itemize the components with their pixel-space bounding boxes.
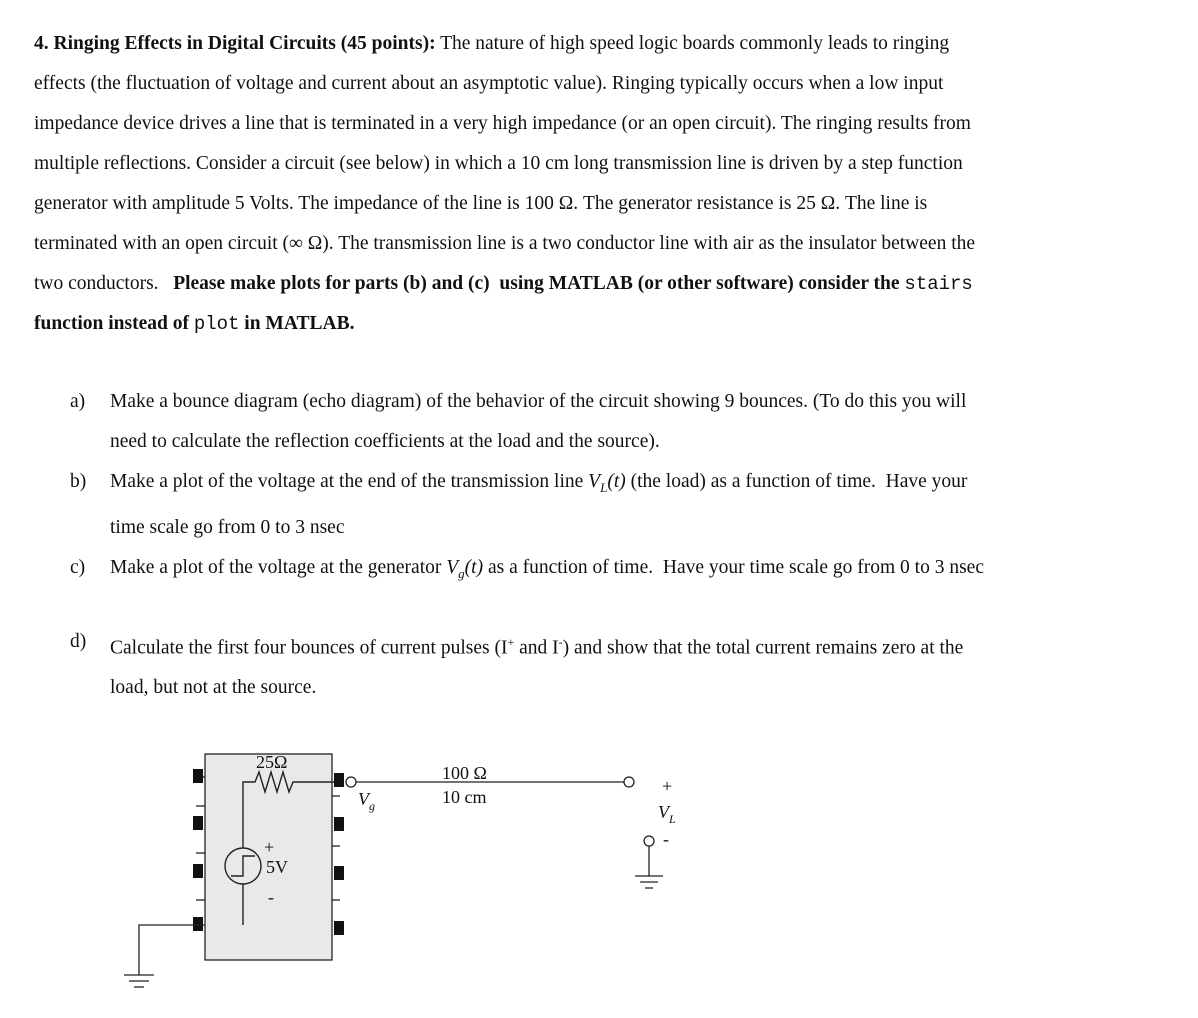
load-plus: + [662, 776, 673, 796]
line-length-label: 10 cm [442, 787, 487, 807]
problem-line-6: terminated with an open circuit (∞ Ω). The transmission line is a two conductor line with air as the insulator between the [34, 233, 976, 254]
part-c: c) Make a plot of the voltage at the generator $V_g(t)$ as a function of time. Have your time scale go from 0 to 3 nsec [70, 548, 1180, 594]
code-stairs: stairs [904, 273, 973, 295]
ground-symbol-load [635, 846, 663, 888]
left-pins [193, 769, 205, 931]
source-minus: - [268, 887, 274, 907]
part-d-label: d) [70, 630, 87, 652]
part-b-label: b) [70, 471, 87, 492]
load-minus: - [663, 829, 669, 849]
load-terminal-top [624, 777, 634, 787]
vl-label: $V_L$ [658, 802, 676, 826]
part-b: b) Make a plot of the voltage at the end of the transmission line $V_L(t)$ (the load) as a function of time. Have your time scale go from 0 to 3 nsec [70, 462, 1180, 548]
problem-line-2: effects (the fluctuation of voltage and current about an asymptotic value). Ringing typically occurs when a low input [34, 73, 944, 94]
vg-terminal [346, 777, 356, 787]
part-d: d) Calculate the first four bounces of current pulses (I+ and I-) and show that the total current remains zero at the load, but not at the source. [70, 622, 1180, 709]
part-c-label: c) [70, 556, 86, 578]
problem-line-5: generator with amplitude 5 Volts. The impedance of the line is 100 Ω. The generator resistance is 25 Ω. The line is [34, 193, 928, 214]
problem-line-8: function instead of plot in MATLAB. [34, 313, 355, 335]
right-pins [332, 773, 344, 935]
line-impedance-label: 100 Ω [442, 763, 487, 783]
ground-symbol-left [124, 925, 205, 987]
resistor-label: 25Ω [256, 752, 288, 772]
code-plot: plot [193, 313, 240, 335]
source-label: 5V [266, 857, 288, 877]
part-a-label: a) [70, 391, 86, 412]
problem-heading: 4. Ringing Effects in Digital Circuits (45 points): [34, 33, 436, 54]
vg-label: $V_g$ [358, 789, 375, 813]
problem-line-1: 4. Ringing Effects in Digital Circuits (45 points): The nature of high speed logic boards commonly leads to ringing [34, 33, 950, 54]
problem-line-7: two conductors. Please make plots for parts (b) and (c) using MATLAB (or other software) consider the stairs [34, 273, 973, 295]
problem-line-4: multiple reflections. Consider a circuit (see below) in which a 10 cm long transmission line is driven by a step function [34, 153, 963, 174]
part-a: a) Make a bounce diagram (echo diagram) of the behavior of the circuit showing 9 bounces. (To do this you will need to calculate the reflection coefficients at the load and the source). [70, 382, 1180, 462]
problem-line-3: impedance device drives a line that is terminated in a very high impedance (or an open circuit). The ringing results from [34, 113, 971, 134]
source-plus: + [264, 837, 275, 857]
load-terminal-bottom [644, 836, 654, 846]
